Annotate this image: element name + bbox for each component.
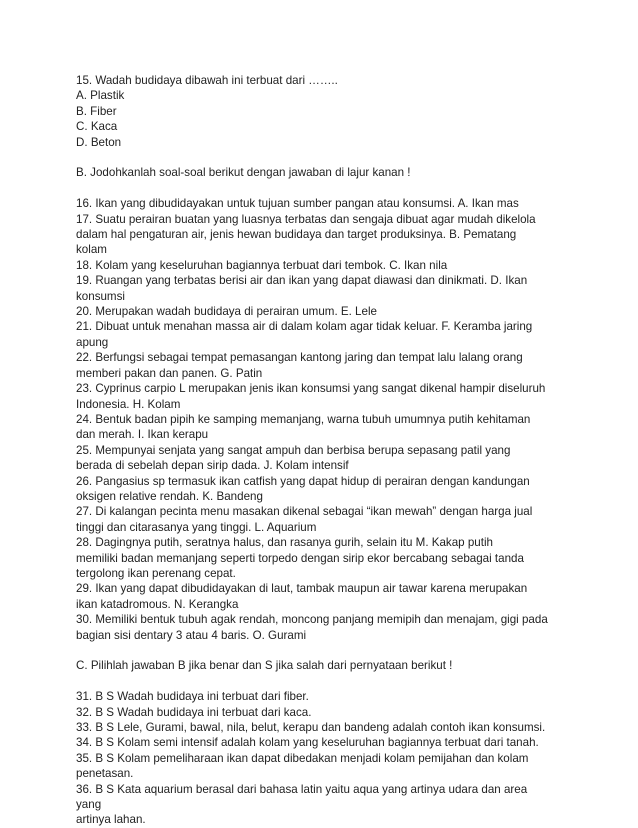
text-line: 26. Pangasius sp termasuk ikan catfish yang dapat hidup di perairan dengan kandungan [76,474,530,488]
text-line: tergolong ikan perenang cepat. [76,566,236,580]
text-line: berada di sebelah depan sirip dada. J. Kolam intensif [76,459,349,473]
text-line: tinggi dan citarasanya yang tinggi. L. Aquarium [76,520,317,534]
text-line: artinya lahan. [76,813,146,827]
text-line: yang [76,798,102,812]
question-15-text: 15. Wadah budidaya dibawah ini terbuat dari …….. [76,74,338,87]
spacer [76,674,596,689]
text-line: oksigen relative rendah. K. Bandeng [76,489,263,503]
section-b-instruction: B. Jodohkanlah soal-soal berikut dengan jawaban di lajur kanan ! [76,166,411,180]
text-line: apung [76,335,109,349]
text-line: 32. B S Wadah budidaya ini terbuat dari kaca. [76,705,312,719]
text-line: memiliki badan memanjang seperti torpedo dengan sirip ekor bercabang sebagai tanda [76,551,524,565]
section-c-instruction: C. Pilihlah jawaban B jika benar dan S jika salah dari pernyataan berikut ! [76,659,453,673]
option-c: C. Kaca [76,120,118,134]
text-line: 17. Suatu perairan buatan yang luasnya terbatas dan sengaja dibuat agar mudah dikelola [76,212,536,226]
text-line: 33. B S Lele, Gurami, bawal, nila, belut, kerapu dan bandeng adalah contoh ikan konsumsi. [76,721,546,734]
section-c-questions [76,689,596,828]
text-line: 21. Dibuat untuk menahan massa air di dalam kolam agar tidak keluar. F. Keramba jaring [76,320,533,334]
spacer [76,181,596,196]
text-line: 29. Ikan yang dapat dibudidayakan di laut, tambak maupun air tawar karena merupakan [76,582,528,596]
spacer [76,643,596,658]
text-line: 31. B S Wadah budidaya ini terbuat dari fiber. [76,690,309,704]
text-line: kolam [76,243,107,257]
text-line: bagian sisi dentary 3 atau 4 baris. O. Gurami [76,628,307,642]
text-line: 34. B S Kolam semi intensif adalah kolam yang keseluruhan bagiannya terbuat dari tanah. [76,736,539,750]
text-line: 25. Mempunyai senjata yang sangat ampuh dan berbisa berupa sepasang patil yang [76,443,511,457]
text-line: 35. B S Kolam pemeliharaan ikan dapat dibedakan menjadi kolam pemijahan dan kolam [76,751,529,765]
text-line: 24. Bentuk badan pipih ke samping memanjang, warna tubuh umumnya putih kehitaman [76,412,531,426]
text-line: 18. Kolam yang keseluruhan bagiannya terbuat dari tembok. C. Ikan nila [76,258,448,272]
text-line: dan merah. I. Ikan kerapu [76,428,209,442]
text-line: 36. B S Kata aquarium berasal dari bahasa latin yaitu aqua yang artinya udara dan area [76,782,528,796]
text-line: 20. Merupakan wadah budidaya di perairan umum. E. Lele [76,305,377,319]
option-b: B. Fiber [76,104,117,118]
text-line: memberi pakan dan panen. G. Patin [76,366,263,380]
section-b-questions [76,196,596,643]
text-line: 23. Cyprinus carpio L merupakan jenis ikan konsumsi yang sangat dikenal hampir diseluruh [76,382,546,396]
text-line: penetasan. [76,767,134,781]
option-a: A. Plastik [76,89,125,103]
option-d: D. Beton [76,135,122,149]
text-line: konsumsi [76,289,125,303]
text-line: 19. Ruangan yang terbatas berisi air dan ikan yang dapat diawasi dan dinikmati. D. Ikan [76,274,528,288]
text-line: 27. Di kalangan pecinta menu masakan dikenal sebagai “ikan mewah” dengan harga jual [76,505,533,519]
text-line: dalam hal pengaturan air, jenis hewan budidaya dan target produksinya. B. Pematang [76,228,517,242]
text-line: 30. Memiliki bentuk tubuh agak rendah, moncong panjang memipih dan menajam, gigi pada [76,613,548,627]
text-line: 16. Ikan yang dibudidayakan untuk tujuan sumber pangan atau konsumsi. A. Ikan mas [76,197,519,211]
text-line: 28. Dagingnya putih, seratnya halus, dan rasanya gurih, selain itu M. Kakap putih [76,536,493,550]
text-line: Indonesia. H. Kolam [76,397,181,411]
text-line: 22. Berfungsi sebagai tempat pemasangan kantong jaring dan tempat lalu lalang orang [76,351,523,365]
text-line: ikan katadromous. N. Kerangka [76,597,239,611]
document-page [76,73,596,828]
spacer [76,150,596,165]
